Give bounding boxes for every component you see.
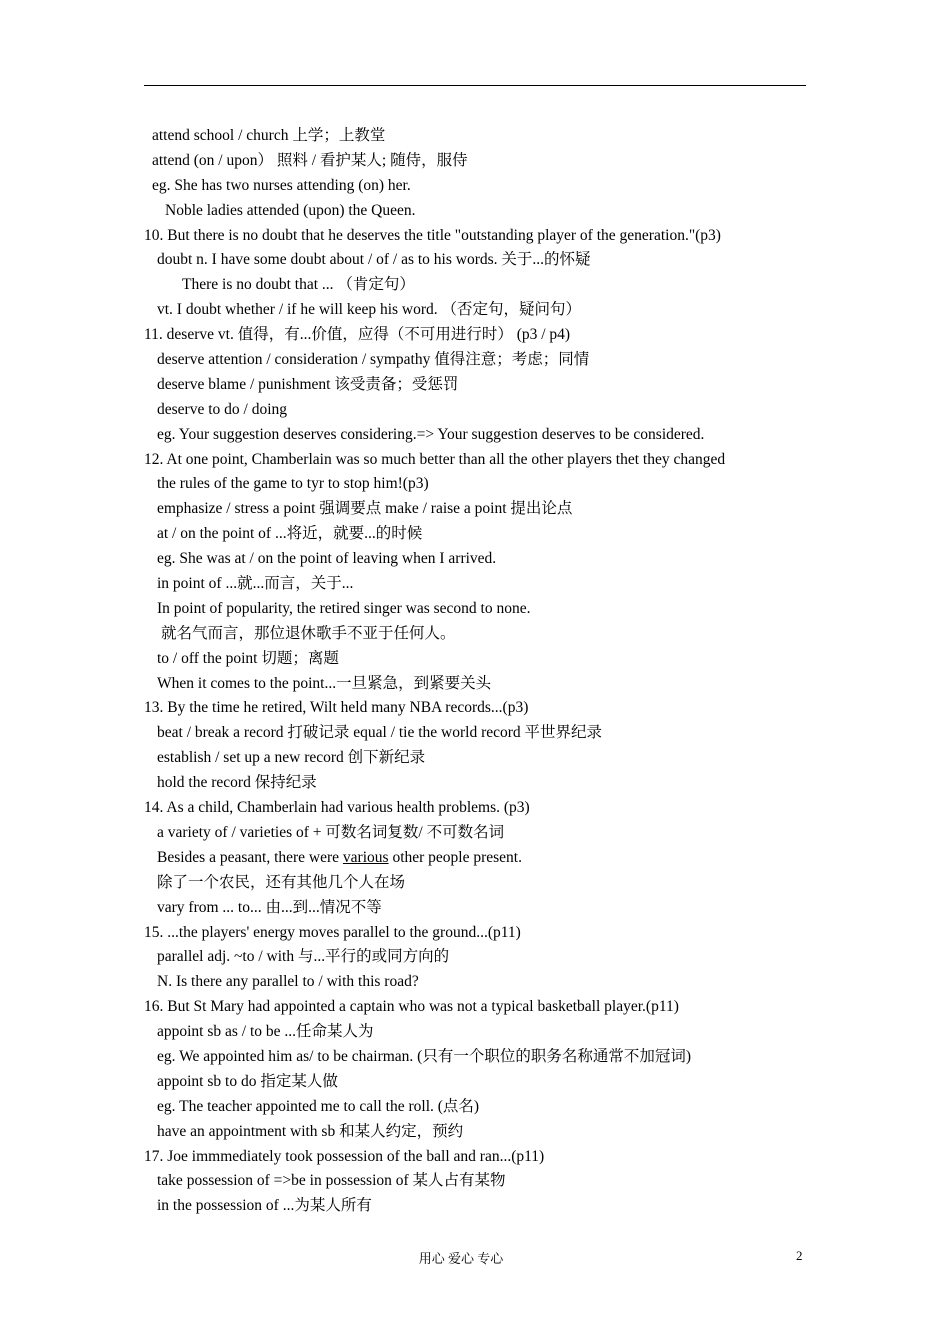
text-line: 11. deserve vt. 值得，有...价值，应得（不可用进行时） (p3 / p4): [144, 326, 571, 344]
text-line: vt. I doubt whether / if he will keep his word. （否定句，疑问句）: [157, 301, 582, 319]
text-line: attend (on / upon） 照料 / 看护某人; 随侍，服侍: [152, 151, 468, 169]
text-line: N. Is there any parallel to / with this road?: [157, 973, 419, 991]
text-line: have an appointment with sb 和某人约定，预约: [157, 1122, 464, 1140]
text-line: deserve attention / consideration / sympathy 值得注意；考虑；同情: [157, 351, 590, 369]
text-line: 10. But there is no doubt that he deserves the title "outstanding player of the generation."(p3): [144, 226, 721, 244]
text-line: eg. She has two nurses attending (on) her.: [152, 176, 411, 194]
text-line: to / off the point 切题；离题: [157, 649, 339, 667]
text-line: attend school / church 上学；上教堂: [152, 127, 386, 144]
text-line: deserve blame / punishment 该受责备；受惩罚: [157, 375, 459, 393]
text-line: When it comes to the point...一旦紧急，到紧要关头: [157, 674, 492, 692]
footer-motto: 用心 爱心 专心: [418, 1251, 504, 1266]
text-line: appoint sb as / to be ...任命某人为: [157, 1023, 374, 1041]
underlined-word: various: [342, 848, 389, 866]
text-line: eg. The teacher appointed me to call the roll. (点名): [157, 1097, 480, 1115]
text-line: parallel adj. ~to / with 与...平行的或同方向的: [157, 948, 450, 966]
header-rule: [144, 85, 806, 86]
text-line: in the possession of ...为某人所有: [157, 1197, 372, 1215]
text-line: 除了一个农民，还有其他几个人在场: [157, 873, 406, 891]
text-line: beat / break a record 打破记录 equal / tie the world record 平世界纪录: [157, 724, 603, 742]
text-line: establish / set up a new record 创下新纪录: [157, 749, 426, 767]
text-line: emphasize / stress a point 强调要点 make / raise a point 提出论点: [157, 500, 573, 518]
text-line: appoint sb to do 指定某人做: [157, 1072, 338, 1090]
text-line: eg. Your suggestion deserves considering.=> Your suggestion deserves to be considered.: [157, 425, 705, 443]
text-line: the rules of the game to tyr to stop him!(p3): [157, 475, 429, 493]
text-line: 14. As a child, Chamberlain had various health problems. (p3): [144, 799, 530, 817]
text-line: 16. But St Mary had appointed a captain who was not a typical basketball player.(p11): [144, 998, 679, 1016]
text-line: 17. Joe immmediately took possession of the ball and ran...(p11): [144, 1147, 545, 1165]
text-segment: other people present.: [388, 848, 522, 866]
text-line: a variety of / varieties of + 可数名词复数/ 不可数名词: [157, 823, 505, 841]
text-line: In point of popularity, the retired singer was second to none.: [157, 599, 531, 617]
document-body: [0, 124, 950, 1219]
text-line: 13. By the time he retired, Wilt held many NBA records...(p3): [144, 699, 529, 717]
text-line: hold the record 保持纪录: [157, 774, 317, 792]
text-line: in point of ...就...而言，关于...: [157, 575, 354, 593]
text-line: vary from ... to... 由...到...情况不等: [157, 898, 382, 916]
text-line: eg. We appointed him as/ to be chairman. (只有一个职位的职务名称通常不加冠词): [157, 1047, 691, 1065]
text-line: Noble ladies attended (upon) the Queen.: [165, 201, 416, 219]
text-segment: Besides a peasant, there were: [157, 848, 343, 866]
text-line: 12. At one point, Chamberlain was so much better than all the other players thet they changed: [144, 450, 726, 468]
text-line: There is no doubt that ... （肯定句）: [182, 276, 415, 294]
text-line: at / on the point of ...将近，就要...的时候: [157, 525, 423, 543]
text-line: 15. ...the players' energy moves parallel to the ground...(p11): [144, 923, 521, 941]
text-line: [0, 846, 950, 871]
text-line: doubt n. I have some doubt about / of / as to his words. 关于...的怀疑: [157, 251, 591, 269]
text-line: take possession of =>be in possession of 某人占有某物: [157, 1172, 506, 1190]
text-line: deserve to do / doing: [157, 400, 288, 418]
text-line: 就名气而言，那位退休歌手不亚于任何人。: [161, 624, 456, 642]
page-number: 2: [796, 1248, 803, 1263]
text-line: eg. She was at / on the point of leaving when I arrived.: [157, 550, 497, 568]
